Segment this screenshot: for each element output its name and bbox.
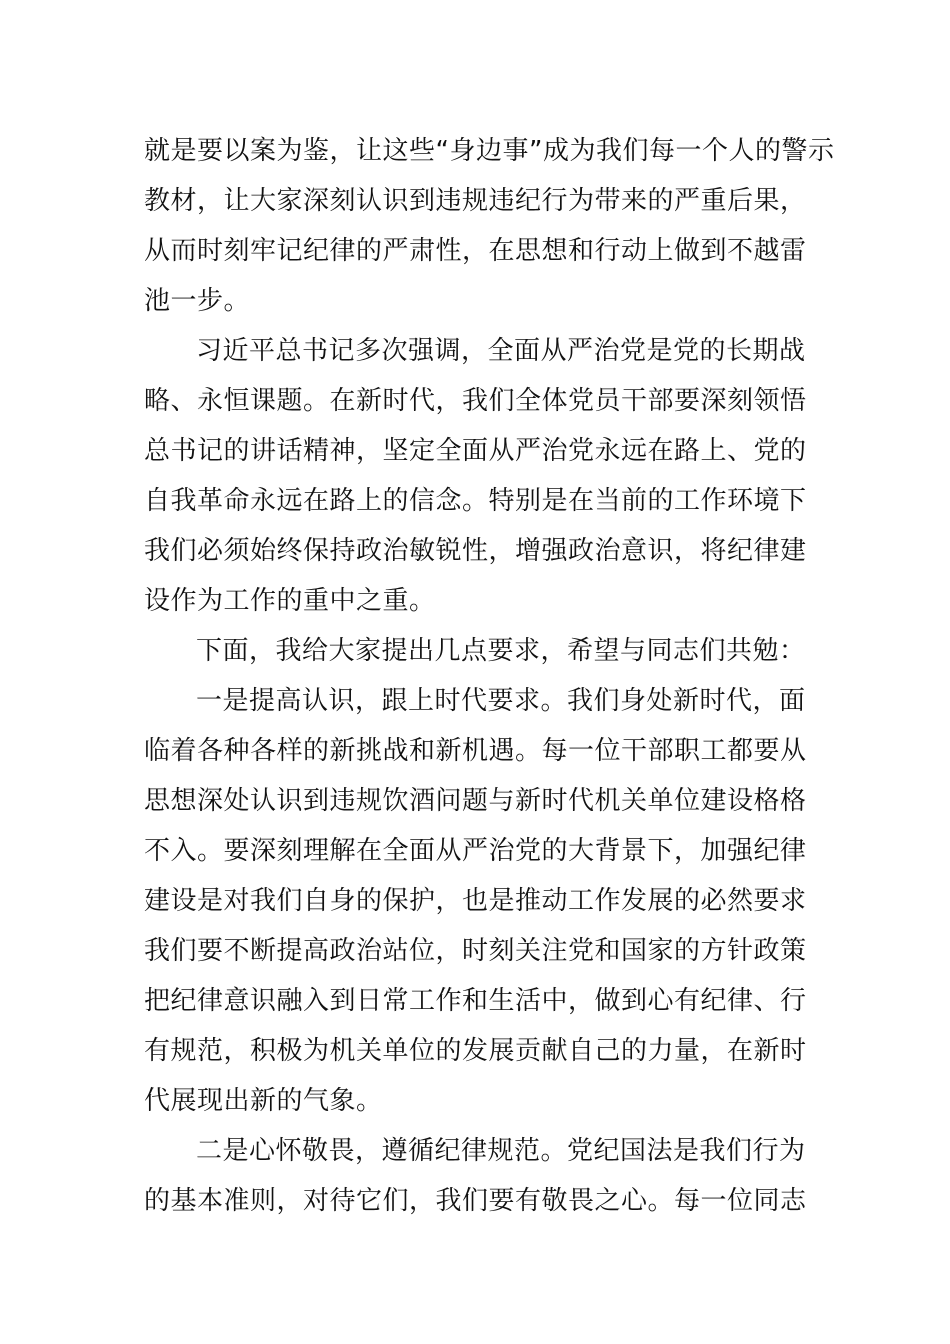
text-line: 池一步。 <box>144 286 251 316</box>
text-line: 把纪律意识融入到日常工作和生活中，做到心有纪律、行 <box>144 986 807 1016</box>
text-line: 有规范，积极为机关单位的发展贡献自己的力量，在新时 <box>144 1036 807 1066</box>
text-line: 思想深处认识到违规饮酒问题与新时代机关单位建设格格 <box>144 786 807 816</box>
text-line: 代展现出新的气象。 <box>144 1086 383 1116</box>
text-line: 略、永恒课题。在新时代，我们全体党员干部要深刻领悟 <box>144 386 807 416</box>
text-line: 习近平总书记多次强调，全面从严治党是党的长期战 <box>196 336 806 366</box>
body-text <box>144 126 835 1226</box>
text-line: 下面，我给大家提出几点要求，希望与同志们共勉： <box>196 636 806 666</box>
text-line: 就是要以案为鉴，让这些“身边事”成为我们每一个人的警示 <box>144 136 835 166</box>
text-line: 教材，让大家深刻认识到违规违纪行为带来的严重后果， <box>144 186 807 216</box>
text-line: 的基本准则，对待它们，我们要有敬畏之心。每一位同志 <box>144 1186 807 1216</box>
text-line: 建设是对我们自身的保护，也是推动工作发展的必然要求 <box>144 886 807 916</box>
text-line: 我们要不断提高政治站位，时刻关注党和国家的方针政策 <box>144 936 807 966</box>
text-line: 自我革命永远在路上的信念。特别是在当前的工作环境下 <box>144 486 807 516</box>
text-line: 设作为工作的重中之重。 <box>144 586 436 616</box>
text-line: 临着各种各样的新挑战和新机遇。每一位干部职工都要从 <box>144 736 807 766</box>
text-line: 不入。要深刻理解在全面从严治党的大背景下，加强纪律 <box>144 836 807 866</box>
text-line: 从而时刻牢记纪律的严肃性，在思想和行动上做到不越雷 <box>144 236 807 266</box>
text-line: 二是心怀敬畏，遵循纪律规范。党纪国法是我们行为 <box>196 1136 806 1166</box>
text-line: 一是提高认识，跟上时代要求。我们身处新时代，面 <box>196 686 806 716</box>
text-line: 我们必须始终保持政治敏锐性，增强政治意识，将纪律建 <box>144 536 807 566</box>
text-line: 总书记的讲话精神，坚定全面从严治党永远在路上、党的 <box>144 436 807 466</box>
